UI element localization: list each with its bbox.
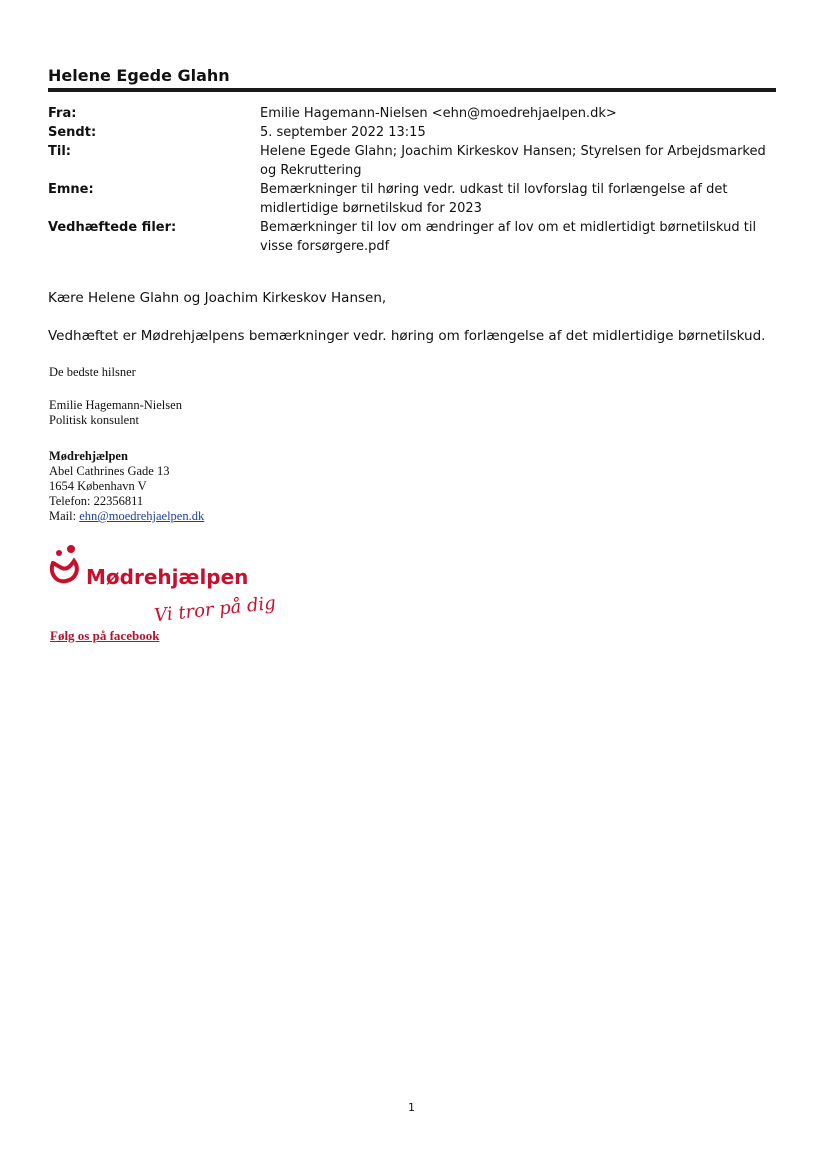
mail-label: Mail: bbox=[49, 509, 80, 523]
signature-title: Politisk konsulent bbox=[49, 413, 139, 427]
email-header bbox=[48, 104, 778, 256]
organization-logo bbox=[46, 543, 286, 633]
subject-value: Bemærkninger til høring vedr. udkast til lovforslag til forlængelse af det midlertidige børnetilskud for 2023 bbox=[260, 182, 728, 216]
logo-tagline: Vi tror på dig bbox=[153, 592, 277, 627]
to-label: Til: bbox=[48, 144, 71, 159]
org-name: Mødrehjælpen bbox=[49, 449, 128, 463]
from-label: Fra: bbox=[48, 106, 77, 121]
facebook-link[interactable]: Følg os på facebook bbox=[50, 628, 160, 643]
to-value: Helene Egede Glahn; Joachim Kirkeskov Hansen; Styrelsen for Arbejdsmarked og Rekruttering bbox=[260, 144, 766, 178]
sent-label: Sendt: bbox=[48, 125, 97, 140]
header-row-attachments bbox=[48, 218, 778, 256]
heart-figure-icon bbox=[46, 543, 86, 587]
subject-label: Emne: bbox=[48, 182, 94, 197]
org-street: Abel Cathrines Gade 13 bbox=[49, 464, 170, 478]
header-row-from bbox=[48, 104, 778, 123]
closing: De bedste hilsner bbox=[49, 365, 136, 379]
org-city: 1654 København V bbox=[49, 479, 147, 493]
greeting: Kære Helene Glahn og Joachim Kirkeskov Hansen, bbox=[48, 290, 387, 306]
signature bbox=[49, 398, 182, 428]
logo-name: Mødrehjælpen bbox=[86, 565, 249, 589]
organization-block bbox=[49, 449, 204, 524]
from-value: Emilie Hagemann-Nielsen <ehn@moedrehjaelpen.dk> bbox=[260, 106, 617, 121]
header-row-sent bbox=[48, 123, 778, 142]
mailbox-owner: Helene Egede Glahn bbox=[48, 66, 230, 85]
mail-link[interactable]: ehn@moedrehjaelpen.dk bbox=[79, 509, 205, 523]
signature-name: Emilie Hagemann-Nielsen bbox=[49, 398, 182, 412]
attachments-label: Vedhæftede filer: bbox=[48, 220, 177, 235]
header-row-subject bbox=[48, 180, 778, 218]
attachments-value[interactable]: Bemærkninger til lov om ændringer af lov om et midlertidigt børnetilskud til visse forsørgere.pdf bbox=[260, 220, 757, 254]
header-divider bbox=[48, 88, 776, 92]
org-phone: Telefon: 22356811 bbox=[49, 494, 144, 508]
org-mail-line bbox=[49, 509, 204, 524]
page-number: 1 bbox=[408, 1101, 415, 1114]
sent-value: 5. september 2022 13:15 bbox=[260, 125, 426, 140]
header-row-to bbox=[48, 142, 778, 180]
message-body: Vedhæftet er Mødrehjælpens bemærkninger vedr. høring om forlængelse af det midlertidige børnetilskud. bbox=[48, 328, 766, 344]
